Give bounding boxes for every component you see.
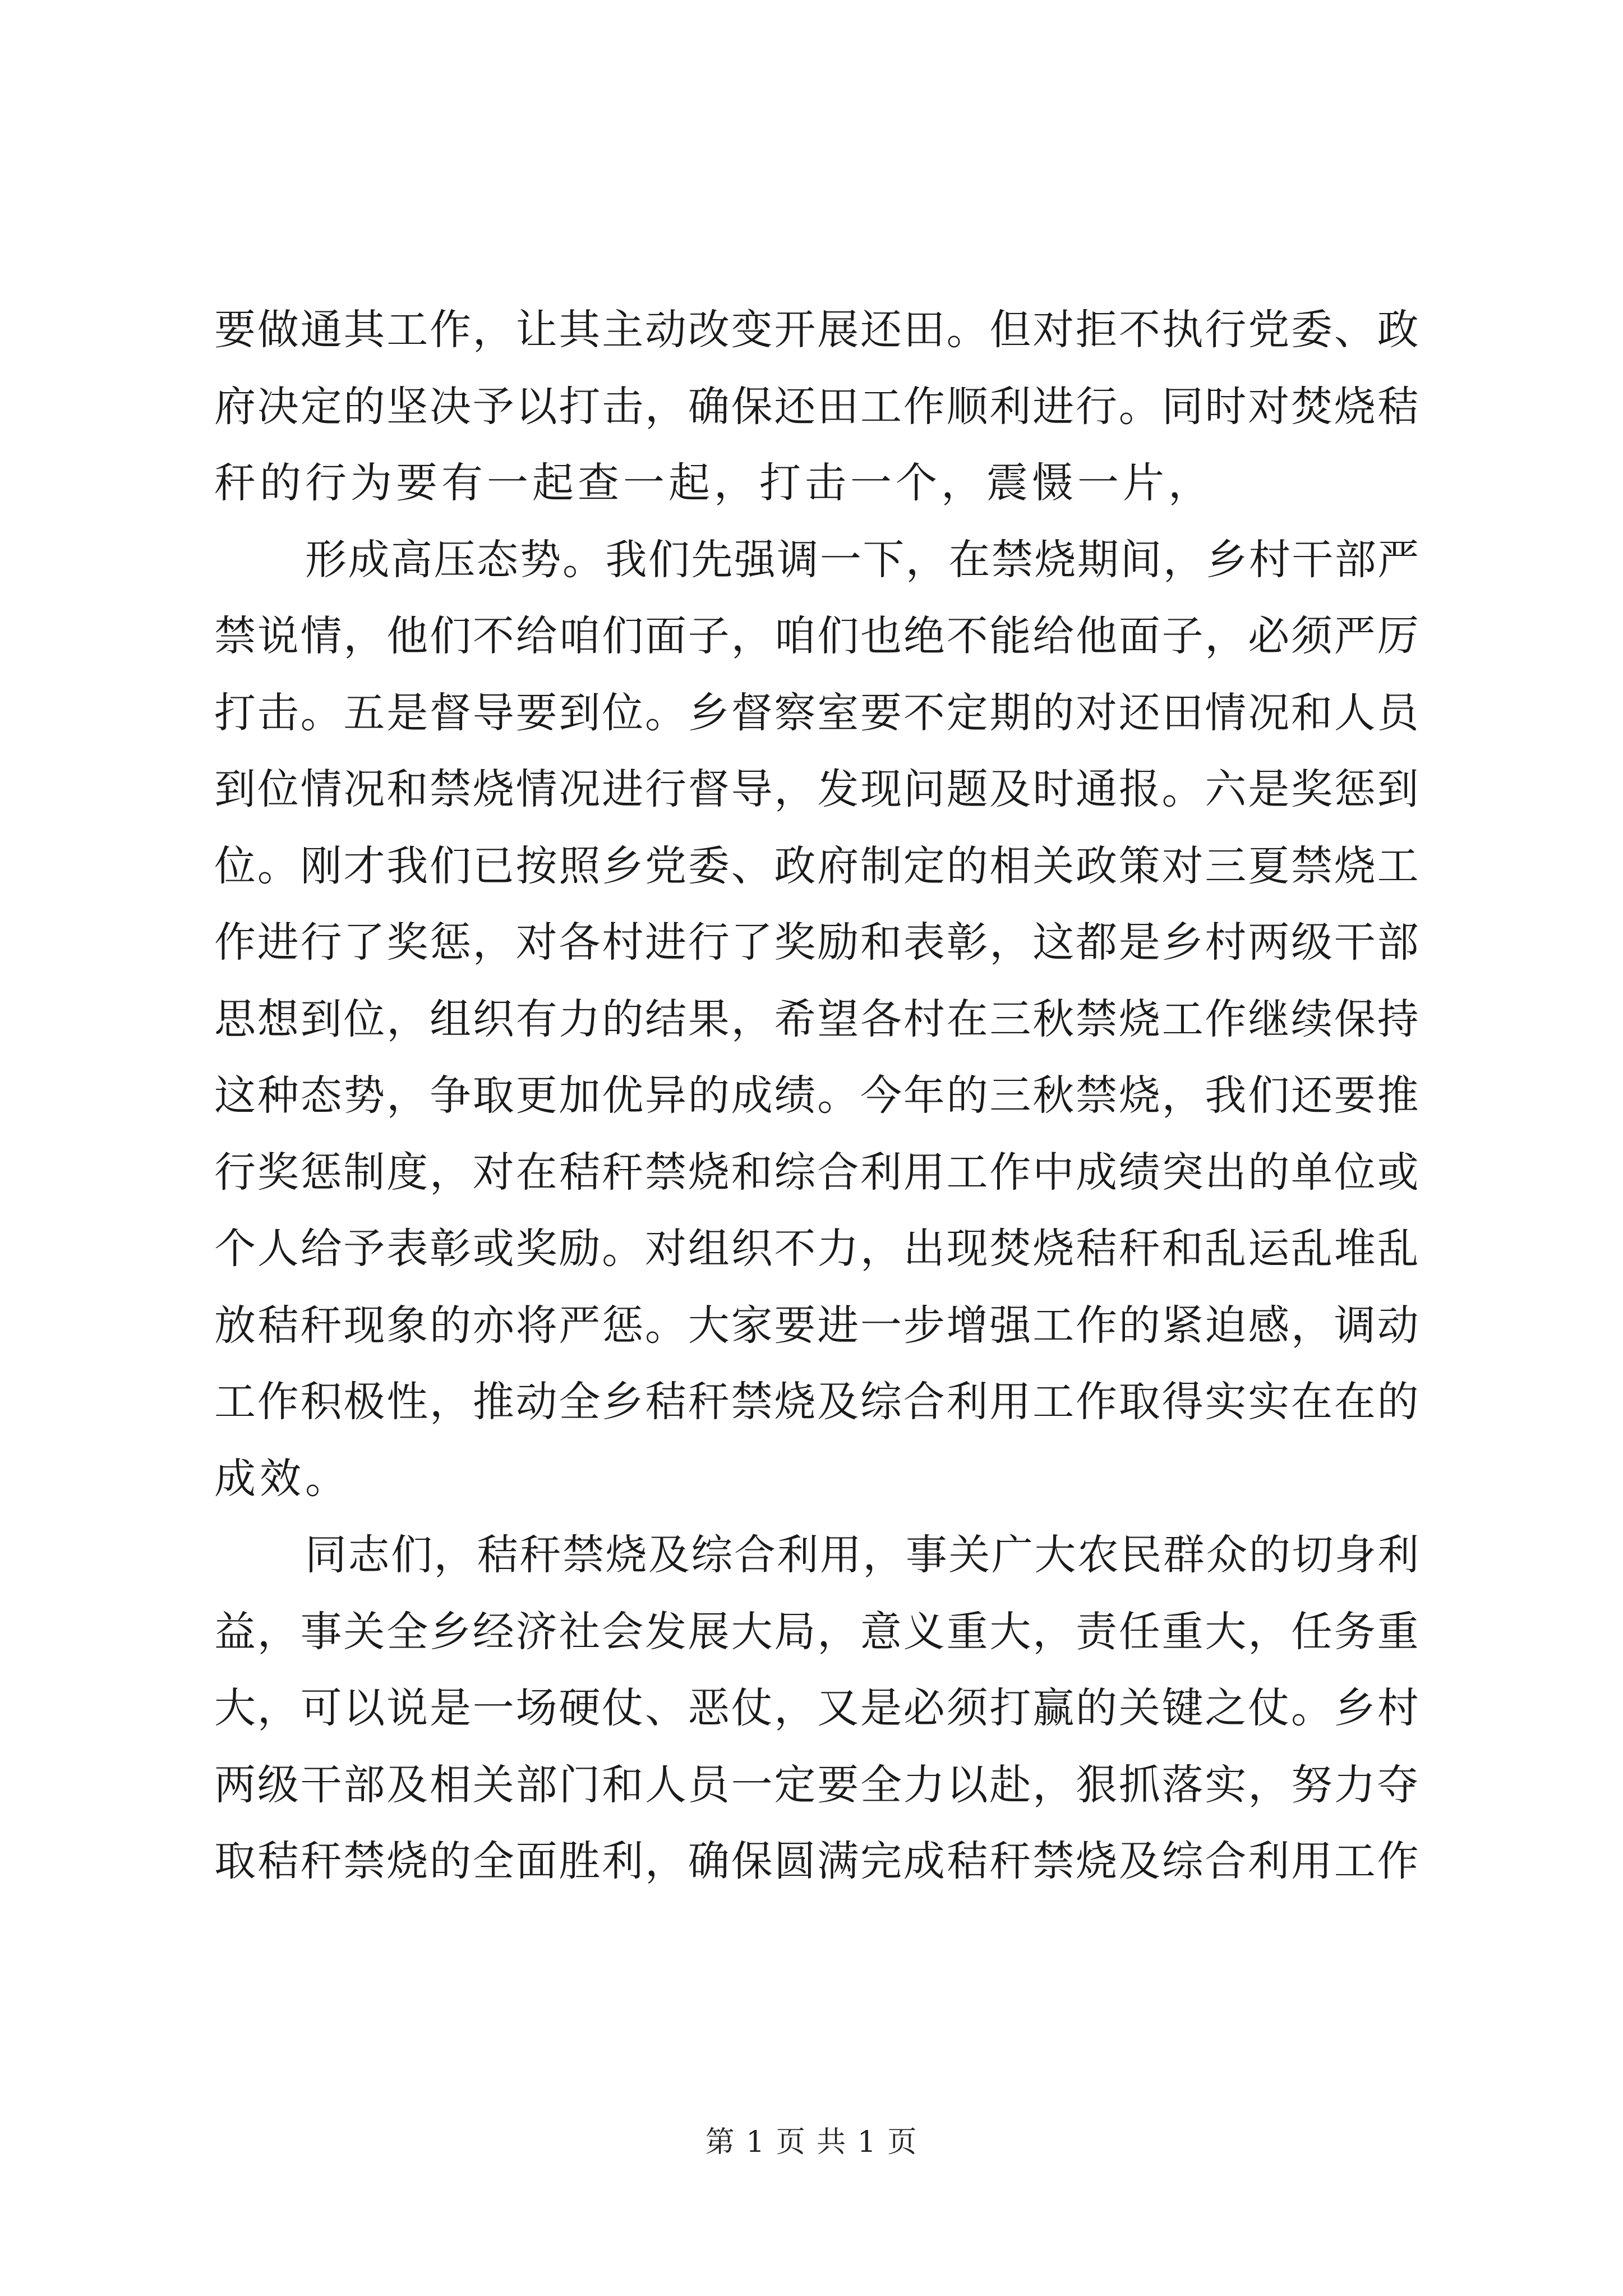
- text-line: 秆的行为要有一起查一起，打击一个，震慑一片，: [214, 459, 1214, 507]
- text-line: 思想到位，组织有力的结果，希望各村在三秋禁烧工作继续保持: [214, 995, 1421, 1043]
- page-footer: [0, 2118, 1623, 2160]
- paragraph: [214, 292, 1423, 522]
- text-line: 禁说情，他们不给咱们面子，咱们也绝不能给他面子，必须严厉: [214, 612, 1421, 660]
- text-line: 成效。: [214, 1454, 351, 1503]
- text-line: 个人给予表彰或奖励。对组织不力，出现焚烧秸秆和乱运乱堆乱: [214, 1225, 1421, 1273]
- text-line: 这种态势，争取更加优异的成绩。今年的三秋禁烧，我们还要推: [214, 1071, 1421, 1120]
- text-line: 到位情况和禁烧情况进行督导，发现问题及时通报。六是奖惩到: [214, 765, 1421, 813]
- text-line: 作进行了奖惩，对各村进行了奖励和表彰，这都是乡村两级干部: [214, 918, 1421, 967]
- paragraph: [214, 522, 1423, 1517]
- text-line: 要做通其工作，让其主动改变开展还田。但对拒不执行党委、政: [214, 306, 1421, 354]
- text-line: 形成高压态势。我们先强调一下，在禁烧期间，乡村干部严: [305, 535, 1421, 584]
- text-line: 位。刚才我们已按照乡党委、政府制定的相关政策对三夏禁烧工: [214, 841, 1421, 890]
- text-line: 放秸秆现象的亦将严惩。大家要进一步增强工作的紧迫感，调动: [214, 1301, 1421, 1350]
- text-line: 府决定的坚决予以打击，确保还田工作顺利进行。同时对焚烧秸: [214, 382, 1421, 431]
- text-line: 取秸秆禁烧的全面胜利，确保圆满完成秸秆禁烧及综合利用工作: [214, 1837, 1421, 1885]
- text-line: 工作积极性，推动全乡秸秆禁烧及综合利用工作取得实实在在的: [214, 1378, 1421, 1426]
- text-line: 益，事关全乡经济社会发展大局，意义重大，责任重大，任务重: [214, 1607, 1421, 1656]
- paragraph: [214, 1517, 1423, 1900]
- text-line: 两级干部及相关部门和人员一定要全力以赴，狠抓落实，努力夺: [214, 1760, 1421, 1809]
- text-line: 打击。五是督导要到位。乡督察室要不定期的对还田情况和人员: [214, 688, 1421, 737]
- text-line: 大，可以说是一场硬仗、恶仗，又是必须打赢的关键之仗。乡村: [214, 1684, 1421, 1732]
- body-text: [214, 292, 1423, 1900]
- page-number-label: 第 1 页 共 1 页: [705, 2125, 918, 2159]
- text-line: 同志们，秸秆禁烧及综合利用，事关广大农民群众的切身利: [305, 1531, 1421, 1579]
- text-line: 行奖惩制度，对在秸秆禁烧和综合利用工作中成绩突出的单位或: [214, 1148, 1421, 1197]
